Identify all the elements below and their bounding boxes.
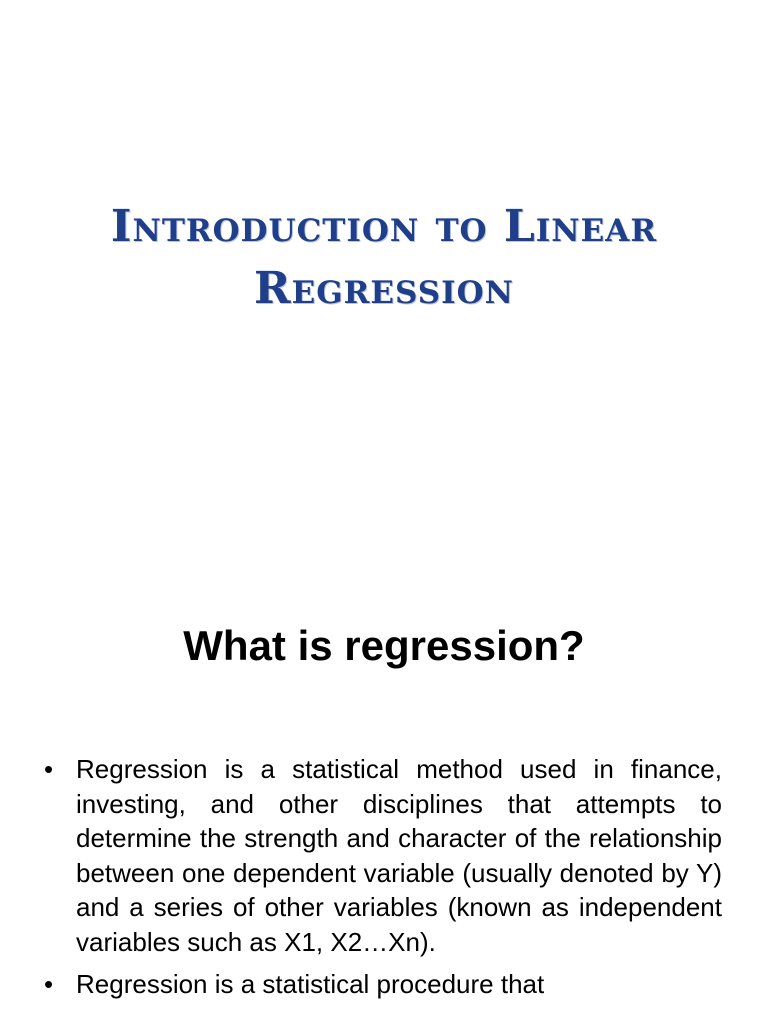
slide-title: What is regression? xyxy=(183,622,585,669)
bullet-icon: • xyxy=(44,754,54,784)
bullet-item xyxy=(44,967,722,1002)
bullet-item xyxy=(44,752,722,959)
content-slide xyxy=(0,576,768,1024)
bullet-text: Regression is a statistical procedure that xyxy=(76,969,545,999)
bullet-text: Regression is a statistical method used in finance, investing, and other disciplines that attempts to determine the strength and character of the relationship between one dependent variable (usually denoted by Y) and a series of other variables (known as independent variables such as X1, X2…Xn). xyxy=(76,754,722,957)
bullet-list xyxy=(44,752,722,1010)
presentation-title: Introduction to Linear Regression xyxy=(110,201,658,314)
bullet-icon: • xyxy=(44,969,54,999)
